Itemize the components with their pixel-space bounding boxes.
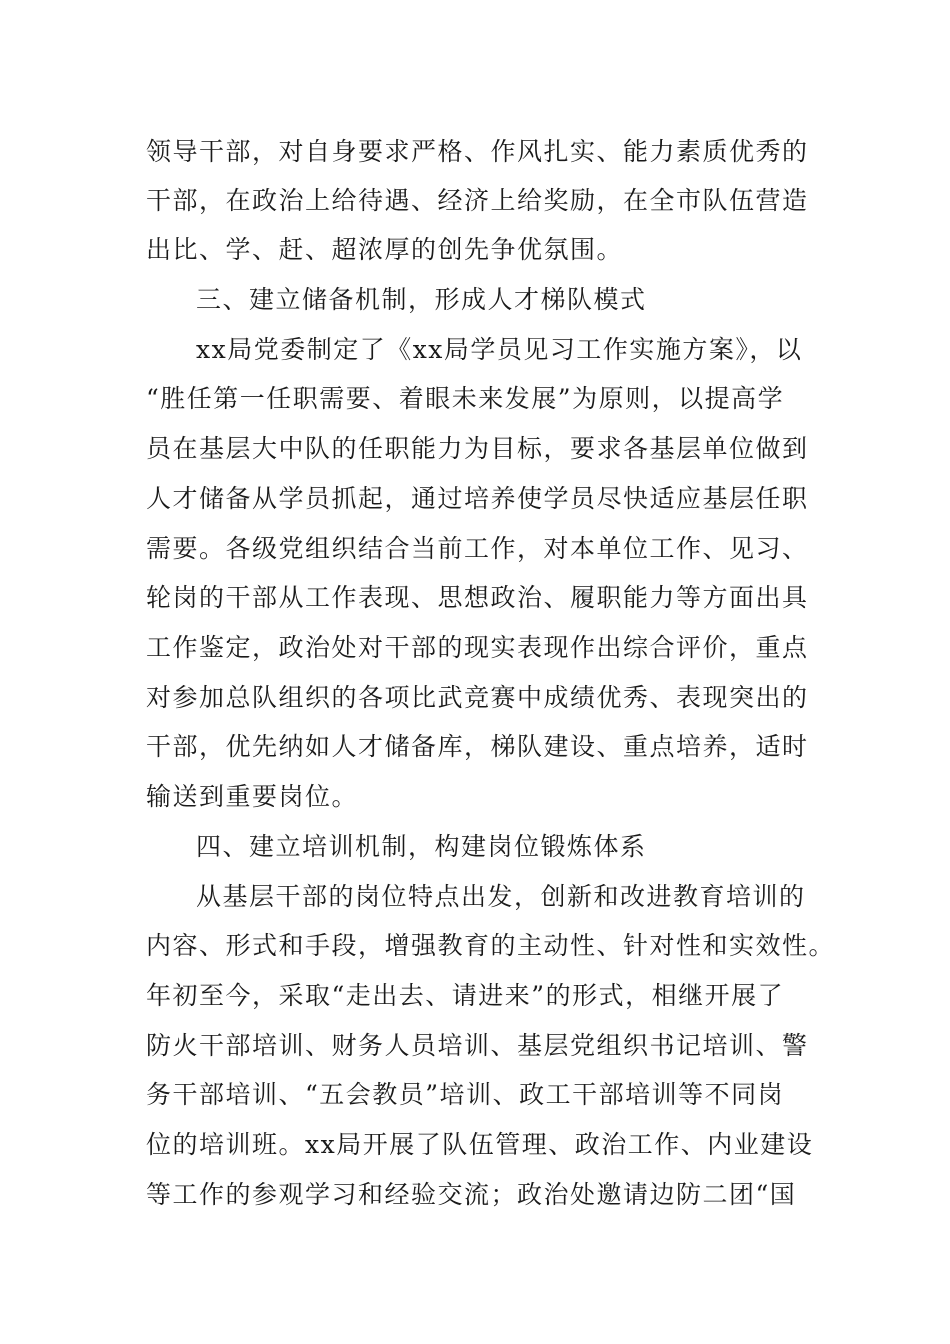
paragraph-line: 从基层干部的岗位特点出发，创新和改进教育培训的 bbox=[196, 882, 806, 911]
paragraph-line: 务干部培训、“五会教员”培训、政工干部培训等不同岗 bbox=[146, 1080, 785, 1109]
paragraph-line: 干部，在政治上给待遇、经济上给奖励，在全市队伍营造 bbox=[146, 186, 809, 215]
paragraph-line: 年初至今，采取“走出去、请进来”的形式，相继开展了 bbox=[146, 981, 785, 1010]
paragraph-line: “胜任第一任职需要、着眼未来发展”为原则，以提高学 bbox=[146, 384, 785, 413]
paragraph-line: 等工作的参观学习和经验交流；政治处邀请边防二团“国 bbox=[146, 1180, 797, 1209]
paragraph-line: 防火干部培训、财务人员培训、基层党组织书记培训、警 bbox=[146, 1031, 809, 1060]
paragraph-line: 轮岗的干部从工作表现、思想政治、履职能力等方面出具 bbox=[146, 583, 809, 612]
paragraph-line: 需要。各级党组织结合当前工作，对本单位工作、见习、 bbox=[146, 534, 809, 563]
paragraph-line: 内容、形式和手段，增强教育的主动性、针对性和实效性。 bbox=[146, 931, 836, 960]
paragraph-line: 人才储备从学员抓起，通过培养使学员尽快适应基层任职 bbox=[146, 484, 809, 513]
paragraph-line: 位的培训班。xx局开展了队伍管理、政治工作、内业建设 bbox=[146, 1130, 814, 1159]
paragraph-line: xx局党委制定了《xx局学员见习工作实施方案》，以 bbox=[196, 335, 803, 364]
paragraph-line: 员在基层大中队的任职能力为目标，要求各基层单位做到 bbox=[146, 434, 809, 463]
section-heading: 四、建立培训机制，构建岗位锻炼体系 bbox=[196, 832, 647, 861]
paragraph-line: 工作鉴定，政治处对干部的现实表现作出综合评价，重点 bbox=[146, 633, 809, 662]
paragraph-line: 输送到重要岗位。 bbox=[146, 782, 359, 811]
paragraph-line: 干部，优先纳如人才储备库，梯队建设、重点培养，适时 bbox=[146, 732, 809, 761]
paragraph-line: 领导干部，对自身要求严格、作风扎实、能力素质优秀的 bbox=[146, 137, 809, 166]
section-heading: 三、建立储备机制，形成人才梯队模式 bbox=[196, 285, 647, 314]
paragraph-line: 出比、学、赶、超浓厚的创先争优氛围。 bbox=[146, 235, 624, 264]
paragraph-line: 对参加总队组织的各项比武竞赛中成绩优秀、表现突出的 bbox=[146, 683, 809, 712]
